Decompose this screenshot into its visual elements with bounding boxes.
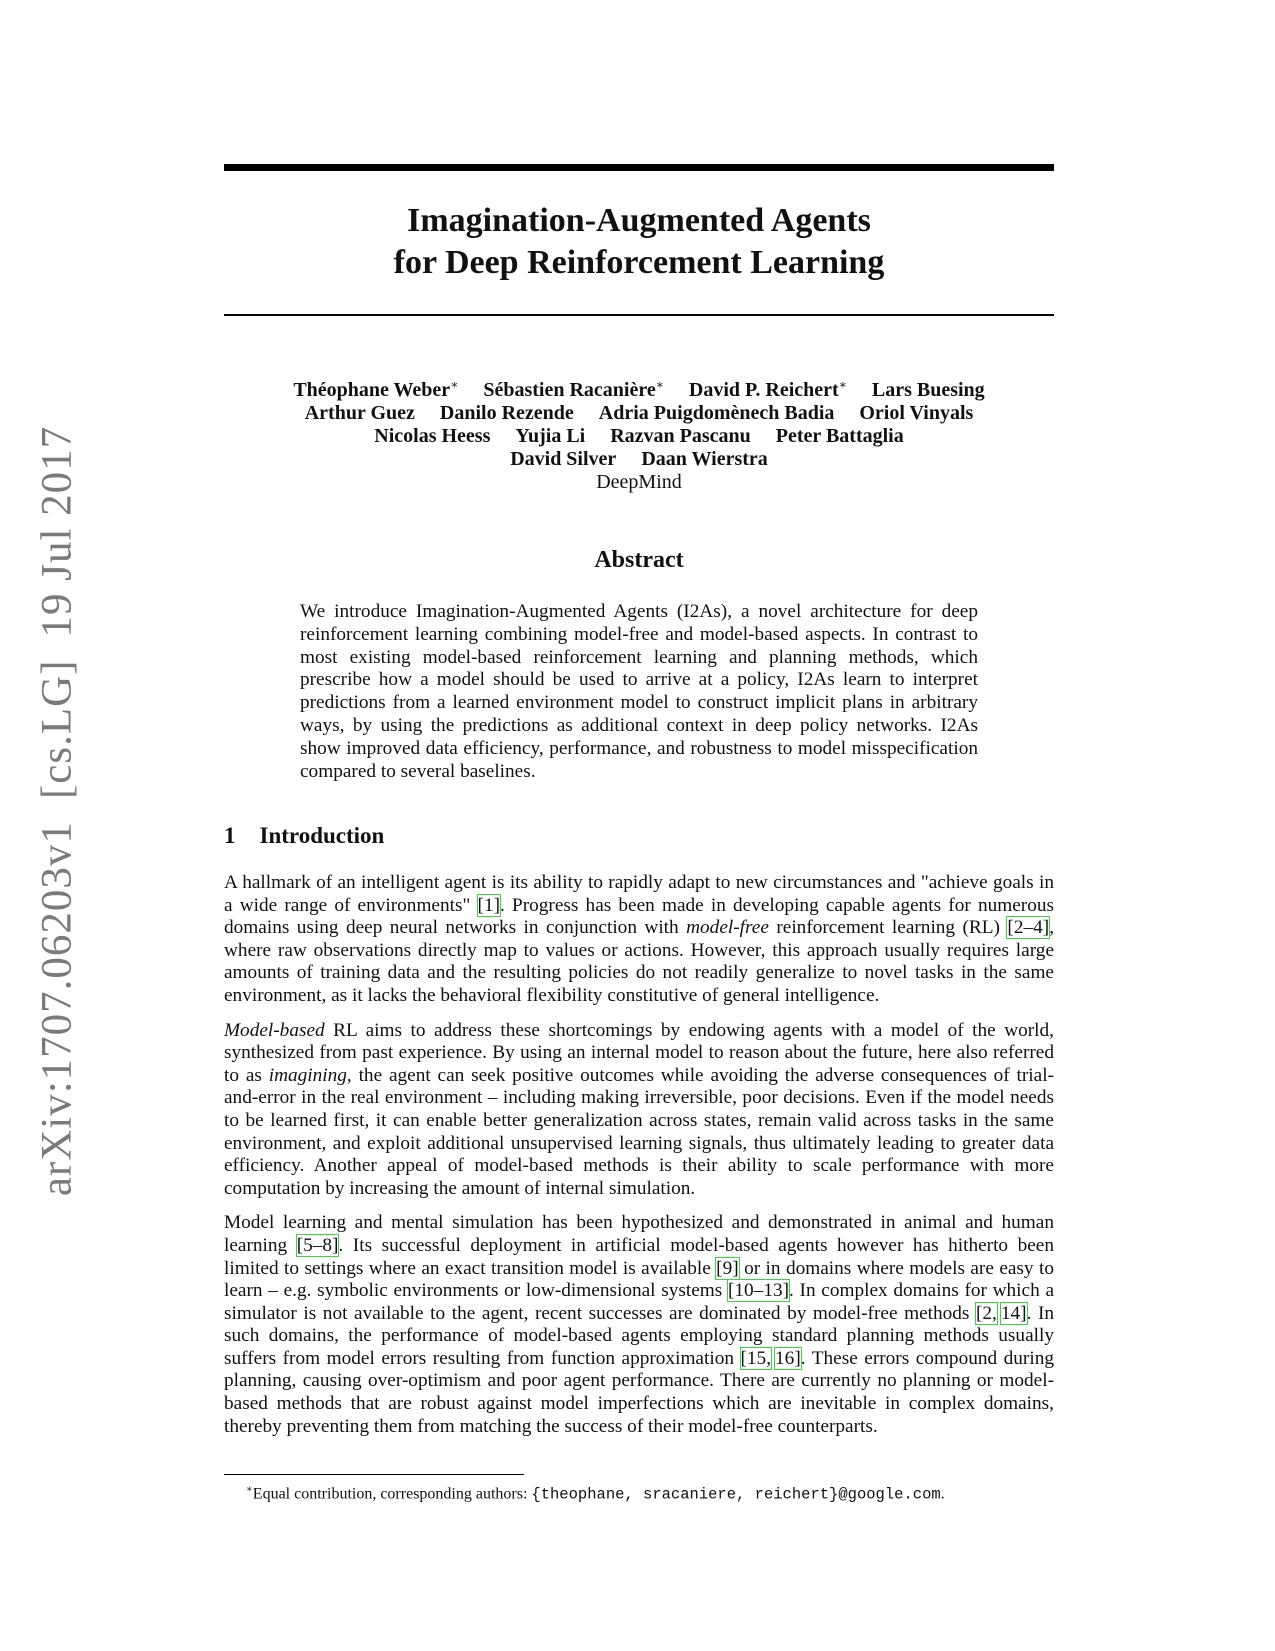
paragraph: Model learning and mental simulation has been hypothesized and demonstrated in animal and human learning [5–8]. Its successful deployment in artificial model-based agents however has hitherto been limited to settings where an exact transition model is available [9] or in domains where models are easy to learn – e.g. symbolic environments or low-dimensional systems [10–13]. In complex domains for which a simulator is not available to the agent, recent successes are dominated by model-free methods [2, 14]. In such domains, the performance of model-based agents employing standard planning methods usually suffers from model errors resulting from function approximation [15, 16]. These errors compound during planning, causing over-optimism and poor agent performance. There are currently no planning or model-based methods that are robust against model imperfections which are inevitable in complex domains, thereby preventing them from matching the success of their model-free counterparts. xyxy=(224,1212,1055,1437)
author: Sébastien Racanière∗ xyxy=(483,377,664,401)
author: Nicolas Heess xyxy=(374,424,491,447)
citation-link[interactable]: 14] xyxy=(1000,1302,1027,1324)
author: Adria Puigdomènech Badia xyxy=(598,401,835,424)
author-row xyxy=(224,425,1054,448)
arxiv-stamp xyxy=(33,404,82,1196)
author-row xyxy=(224,448,1054,471)
author: Arthur Guez xyxy=(304,401,415,424)
section-title: Introduction xyxy=(259,823,385,848)
author: Daan Wierstra xyxy=(641,447,768,470)
author: Théophane Weber∗ xyxy=(293,377,459,401)
paragraph: A hallmark of an intelligent agent is its ability to rapidly adapt to new circumstances and "achieve goals in a wide range of environments" [1]. Progress has been made in developing capable agents for numerous domains using deep neural networks in conjunction with model-free reinforcement learning (RL) [2–4], where raw observations directly map to values or actions. However, this approach usually requires large amounts of training data and the resulting policies do not readily generalize to novel tasks in the same environment, as it lacks the behavioral flexibility constitutive of general intelligence. xyxy=(224,872,1055,1006)
citation-link[interactable]: [9] xyxy=(716,1257,739,1279)
author: David Silver xyxy=(510,447,617,470)
footnote-text: Equal contribution, corresponding authors: xyxy=(252,1485,532,1503)
author: David P. Reichert∗ xyxy=(688,377,847,401)
title-top-rule xyxy=(224,164,1054,171)
abstract-heading: Abstract xyxy=(594,547,684,573)
title-line-1: Imagination-Augmented Agents xyxy=(407,202,871,239)
abstract-text: We introduce Imagination-Augmented Agents (I2As), a novel architecture for deep reinforcement learning combining model-free and model-based aspects. In contrast to most existing model-based reinforcement learning and planning methods, which prescribe how a model should be used to arrive at a policy, I2As learn to interpret predictions from a learned environment model to construct implicit plans in arbitrary ways, by using the predictions as additional context in deep policy networks. I2As show improved data efficiency, performance, and robustness to model misspecification compared to several baselines. xyxy=(300,601,978,782)
author-block xyxy=(224,373,1054,494)
citation-link[interactable]: [15, xyxy=(740,1347,772,1369)
footnote-emails: {theophane, sracaniere, reichert}@google.com xyxy=(531,1485,941,1504)
citation-link[interactable]: 16] xyxy=(775,1347,801,1369)
arxiv-category: [cs.LG] xyxy=(33,659,81,800)
author-row xyxy=(224,373,1054,402)
affiliation: DeepMind xyxy=(596,470,682,493)
citation-link[interactable]: [10–13] xyxy=(727,1280,790,1302)
footnote-rule xyxy=(224,1474,524,1475)
author-row xyxy=(224,402,1054,425)
citation-link[interactable]: [1] xyxy=(477,894,501,916)
title-bottom-rule xyxy=(224,314,1054,316)
author: Lars Buesing xyxy=(871,378,985,401)
author: Danilo Rezende xyxy=(439,401,574,424)
section-number: 1 xyxy=(224,823,236,848)
paper-title xyxy=(224,200,1054,284)
author: Razvan Pascanu xyxy=(610,424,751,447)
author: Peter Battaglia xyxy=(775,424,904,447)
paragraph: Model-based RL aims to address these shortcomings by endowing agents with a model of the world, synthesized from past experience. By using an internal model to reason about the future, here also referred to as imagining, the agent can seek positive outcomes while avoiding the adverse consequences of trial-and-error in the real environment – including making irreversible, poor decisions. Even if the model needs to be learned first, it can enable better generalization across states, remain valid across tasks in the same environment, and exploit additional unsupervised learning signals, thus ultimately leading to greater data efficiency. Another appeal of model-based methods is their ability to scale performance with more computation by increasing the amount of internal simulation. xyxy=(224,1019,1055,1199)
arxiv-id[interactable]: arXiv:1707.06203v1 xyxy=(33,821,81,1197)
footnote-mark: ∗ xyxy=(246,1484,253,1495)
citation-link[interactable]: [2–4] xyxy=(1007,917,1050,939)
title-line-2: for Deep Reinforcement Learning xyxy=(393,244,885,281)
footnote: ∗Equal contribution, corresponding authors: {theophane, sracaniere, reichert}@google.com. xyxy=(246,1484,945,1504)
author: Oriol Vinyals xyxy=(859,401,974,424)
citation-link[interactable]: [2, xyxy=(975,1302,997,1324)
citation-link[interactable]: [5–8] xyxy=(296,1234,339,1256)
author: Yujia Li xyxy=(515,424,586,447)
introduction-body xyxy=(224,872,1054,1450)
section-heading xyxy=(224,823,384,849)
arxiv-date: 19 Jul 2017 xyxy=(33,425,81,638)
